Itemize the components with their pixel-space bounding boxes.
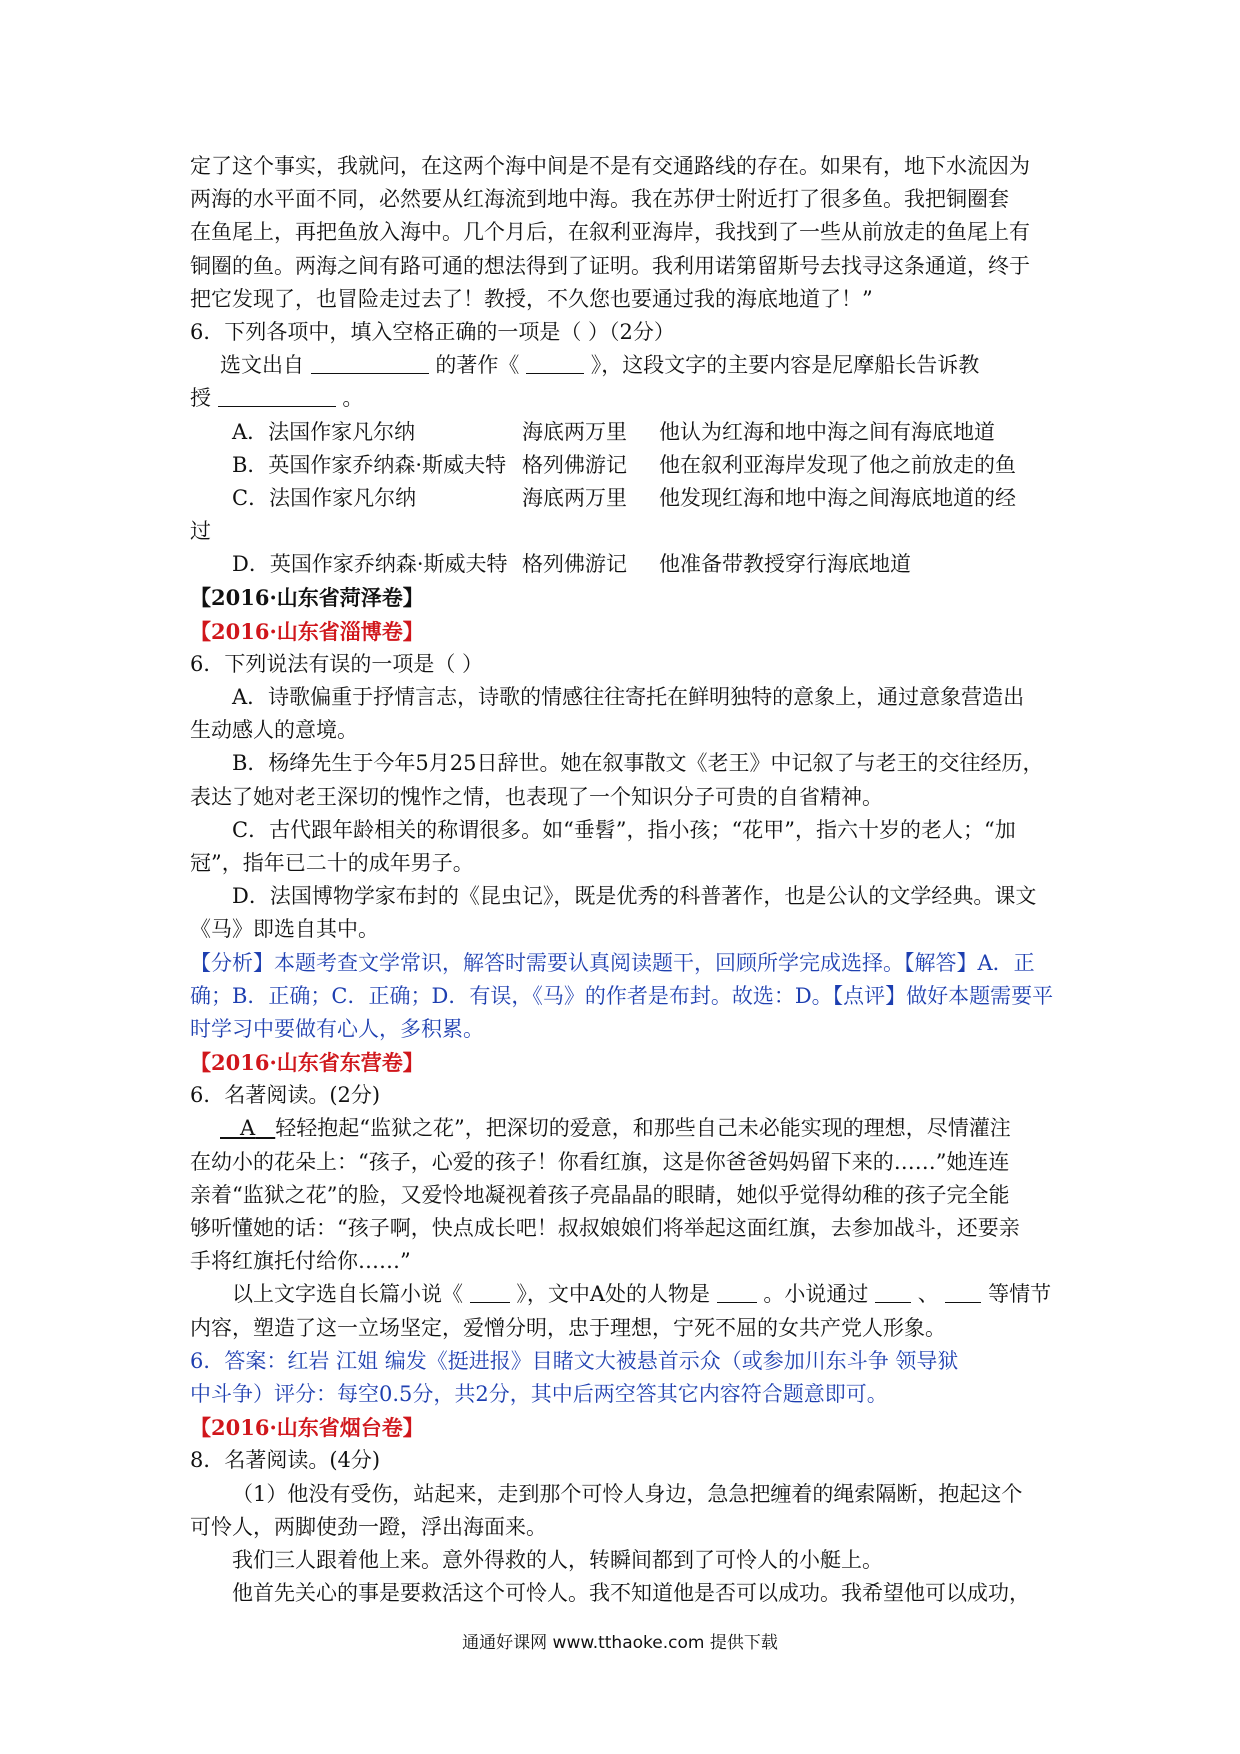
passage-line: 我们三人跟着他上来。意外得救的人，转瞬间都到了可怜人的小艇上。 [232,1547,883,1572]
section-heading: 【2016·山东省烟台卷】 [190,1415,424,1441]
option-line: 冠”，指年已二十的成年男子。 [190,850,474,875]
option-row: D．英国作家乔纳森·斯威夫特 格列佛游记 他准备带教授穿行海底地道 [232,552,911,577]
option-row: A．法国作家凡尔纳 海底两万里 他认为红海和地中海之间有海底地道 [232,419,995,444]
question-stem: 6．下列各项中，填入空格正确的一项是（ ）（2分） [190,319,675,344]
question-yantai [190,1444,1060,1610]
question-stem: 6．名著阅读。(2分) [190,1083,381,1108]
document-body [190,150,1060,1610]
answer-blank [470,1280,510,1303]
answer-blank [875,1280,911,1303]
passage-line: 内容，塑造了这一立场坚定，爱憎分明，忠于理想，宁死不屈的女共产党人形象。 [190,1315,946,1340]
answer-blank [945,1280,981,1303]
answer-blank [526,351,584,374]
fill-blank-line: 选文出自 的著作《 》，这段文字的主要内容是尼摩船长告诉教 [220,353,980,378]
option-line: A．诗歌偏重于抒情言志，诗歌的情感往往寄托在鲜明独特的意象上，通过意象营造出 [232,685,1025,709]
option-line: 生动感人的意境。 [190,718,358,743]
text-line: 两海的水平面不同，必然要从红海流到地中海。我在苏伊士附近打了很多鱼。我把铜圈套 [190,187,1009,212]
passage-line: （1）他没有受伤，站起来，走到那个可怜人身边，急急把缠着的绳索隔断，抱起这个 [232,1481,1023,1506]
text-line: 在鱼尾上，再把鱼放入海中。几个月后，在叙利亚海岸，我找到了一些从前放走的鱼尾上有 [190,220,1030,245]
answer-blank [311,351,429,374]
passage-line: 他首先关心的事是要救活这个可怜人。我不知道他是否可以成功。我希望他可以成功， [232,1581,1030,1606]
passage-line: 手将红旗托付给你……” [190,1249,411,1274]
passage-line: A 轻轻抱起“监狱之花”，把深切的爱意，和那些自己未必能实现的理想，尽情灌注 [190,1112,1060,1145]
question-stem: 8．名著阅读。(4分) [190,1448,381,1473]
fill-blank-line: 以上文字选自长篇小说《 》，文中A处的人物是 。小说通过 、 等情节 [232,1282,1052,1307]
option-line: B．杨绛先生于今年5月25日辞世。她在叙事散文《老王》中记叙了与老王的交往经历， [232,751,1044,776]
passage-line: 可怜人，两脚使劲一蹬，浮出海面来。 [190,1514,547,1539]
analysis-line: 时学习中要做有心人，多积累。 [190,1016,484,1041]
page-footer: 通通好课网 www.tthaoke.com 提供下载 [462,1633,778,1653]
passage-line: 亲着“监狱之花”的脸，又爱怜地凝视着孩子亮晶晶的眼睛，她似乎觉得幼稚的孩子完全能 [190,1182,1010,1207]
question-stem: 6．下列说法有误的一项是（ ） [190,651,484,676]
text-line: 过 [190,519,211,544]
option-line: D．法国博物学家布封的《昆虫记》，既是优秀的科普著作，也是公认的文学经典。课文 [232,884,1037,909]
analysis-line: 确；B．正确；C．正确；D．有误，《马》的作者是布封。故选：D。【点评】做好本题需要平 [190,983,1054,1008]
option-line: 《马》即选自其中。 [190,917,379,942]
passage-intro [190,150,1060,316]
question-6-first [190,316,1060,582]
question-zibo [190,648,1060,1046]
text-line: 铜圈的鱼。两海之间有路可通的想法得到了证明。我利用诺第留斯号去找寻这条通道，终于 [190,253,1030,278]
section-heading: 【2016·山东省淄博卷】 [190,618,424,644]
fill-blank-line: 授 。 [190,386,364,411]
option-line: C．古代跟年龄相关的称谓很多。如“垂髫”，指小孩；“花甲”，指六十岁的老人；“加 [232,817,1016,842]
option-row: C．法国作家凡尔纳 海底两万里 他发现红海和地中海之间海底地道的经 [232,485,1016,510]
section-heading: 【2016·山东省东营卷】 [190,1050,424,1076]
option-row: B．英国作家乔纳森·斯威夫特 格列佛游记 他在叙利亚海岸发现了他之前放走的鱼 [232,452,1016,477]
marked-blank: A [240,1116,256,1141]
option-line: 表达了她对老王深切的愧怍之情，也表现了一个知识分子可贵的自省精神。 [190,784,883,809]
text-line: 把它发现了，也冒险走过去了！教授，不久您也要通过我的海底地道了！” [190,286,873,311]
answer-blank [717,1280,757,1303]
analysis-line: 【分析】本题考查文学常识，解答时需要认真阅读题干，回顾所学完成选择。【解答】A．正 [190,950,1035,975]
answer-line: 中斗争）评分：每空0.5分，共2分，其中后两空答其它内容符合题意即可。 [190,1381,888,1406]
answer-line: 6．答案：红岩 江姐 编发《挺进报》目睹文大被悬首示众（或参加川东斗争 领导狱 [190,1348,959,1373]
section-heading: 【2016·山东省菏泽卷】 [190,585,424,611]
answer-blank [218,384,336,407]
passage-line: 够听懂她的话：“孩子啊，快点成长吧！叔叔娘娘们将举起这面红旗，去参加战斗，还要亲 [190,1216,1020,1240]
text-line: 定了这个事实，我就问，在这两个海中间是不是有交通路线的存在。如果有，地下水流因为 [190,154,1030,178]
question-dongying [190,1079,1060,1411]
passage-line: 在幼小的花朵上：“孩子，心爱的孩子！你看红旗，这是你爸爸妈妈留下来的……”她连连 [190,1149,1010,1174]
